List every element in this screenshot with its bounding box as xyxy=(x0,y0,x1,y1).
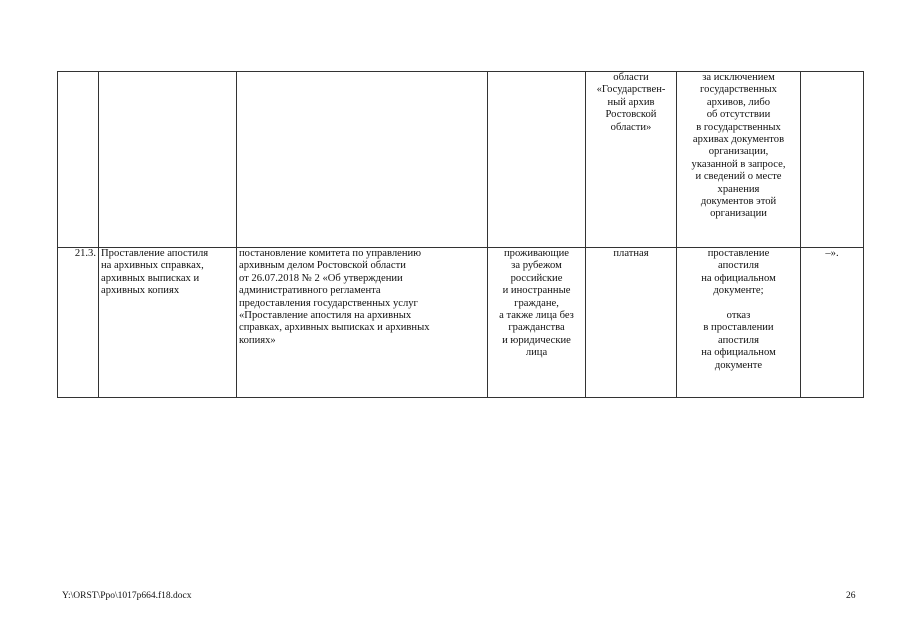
cell-regulation-empty xyxy=(237,72,488,248)
cell-service-name: Проставление апостиля на архивных справках, архивных выписках и архивных копиях xyxy=(99,248,237,398)
cell-result: проставление апостиля на официальном документе; отказ в проставлении апостиля на официальном документе xyxy=(677,248,801,398)
cell-paid-status: платная xyxy=(586,248,677,398)
cell-closing-quote: –». xyxy=(801,248,864,398)
cell-name-empty xyxy=(99,72,237,248)
cell-end-empty xyxy=(801,72,864,248)
cell-applicants-empty xyxy=(488,72,586,248)
footer-file-path: Y:\ORST\Ppo\1017p664.f18.docx xyxy=(62,591,192,601)
cell-regulation: постановление комитета по управлению архивным делом Ростовской области от 26.07.2018 № 2 «Об утверждении административного регламента предоставления государственных услуг «Проставление апостиля на архивных справках, архивных выписках и архивных копиях» xyxy=(237,248,488,398)
cell-row-number: 21.3. xyxy=(58,248,99,398)
cell-archive-name: области «Государствен- ный архив Ростовской области» xyxy=(586,72,677,248)
cell-applicants: проживающие за рубежом российские и иностранные граждане, а также лица без гражданства и юридические лица xyxy=(488,248,586,398)
footer-page-number: 26 xyxy=(846,591,856,601)
cell-exception-text: за исключением государственных архивов, либо об отсутствии в государственных архивах документов организации, указанной в запросе, и сведений о месте хранения документов этой организации xyxy=(677,72,801,248)
table-row-21-3 xyxy=(58,248,864,398)
cell-number-empty xyxy=(58,72,99,248)
services-table xyxy=(57,71,864,398)
table-row-continuation xyxy=(58,72,864,248)
